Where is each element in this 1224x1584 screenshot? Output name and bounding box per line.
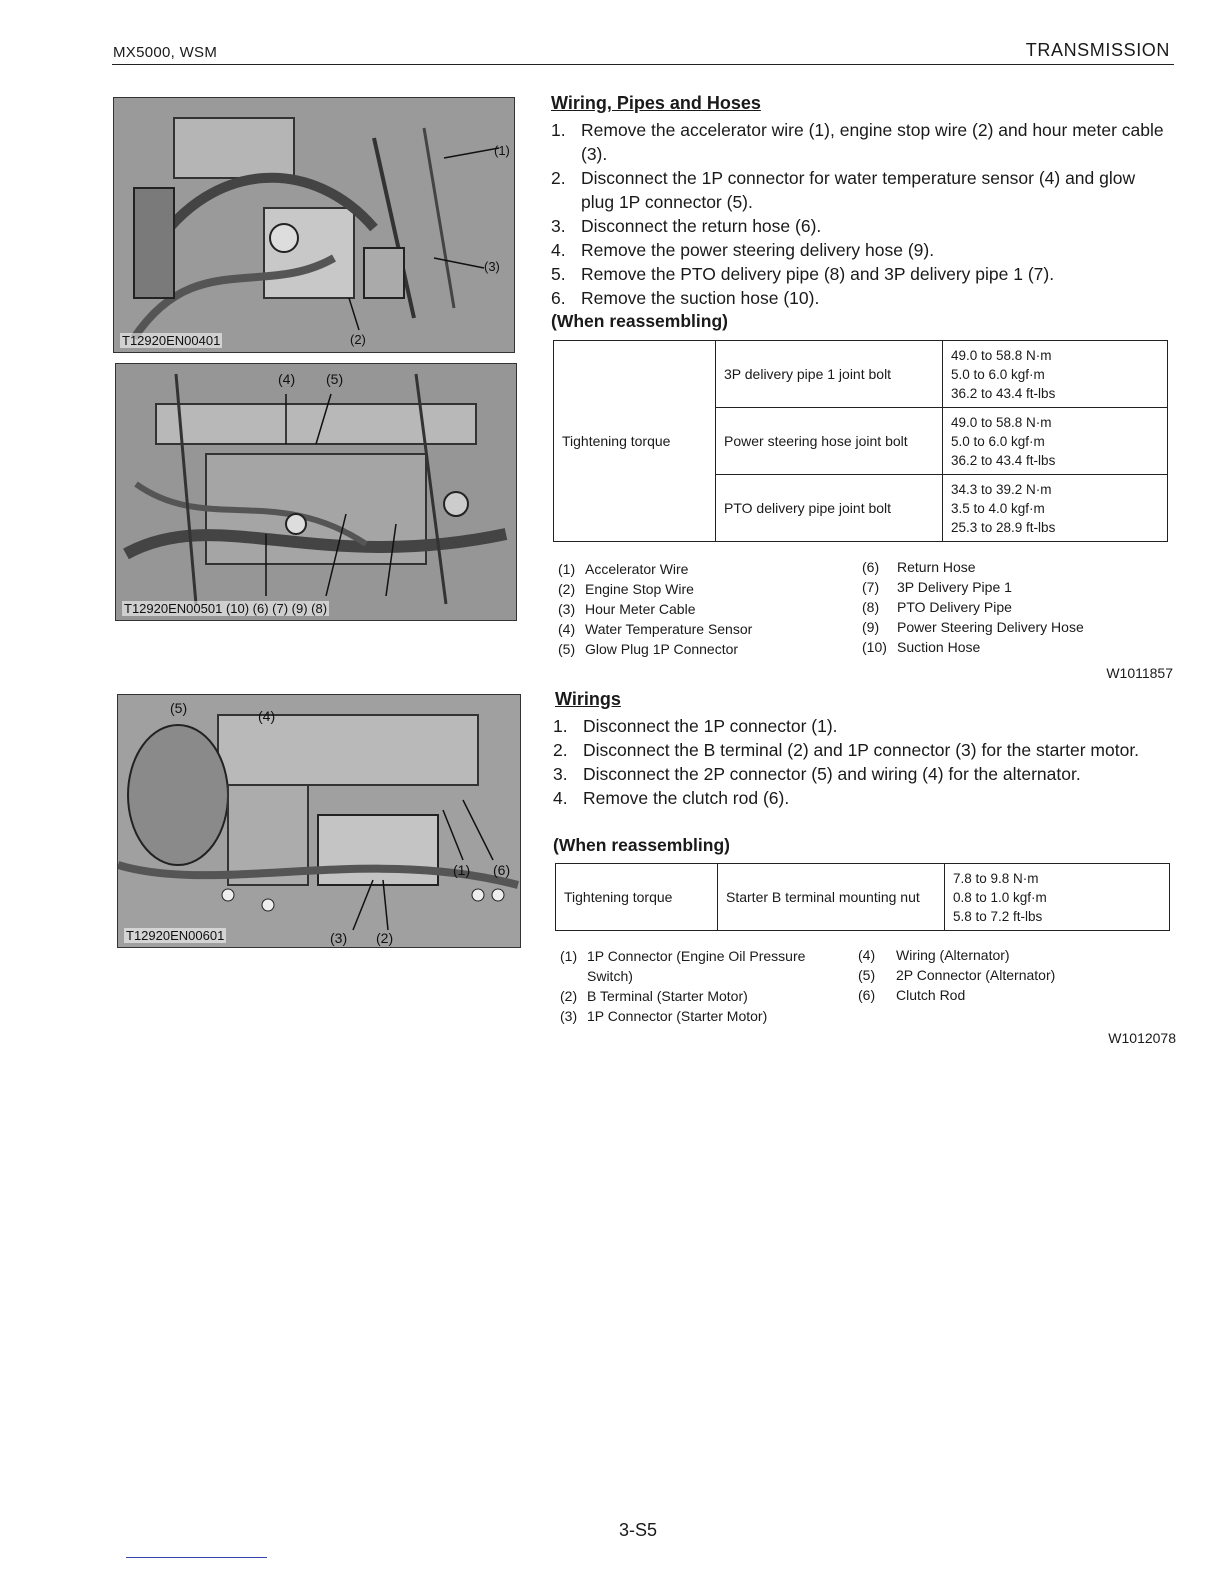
engine-photo-3-image xyxy=(118,695,520,947)
section1-code: W1011857 xyxy=(1106,665,1173,681)
section2-torque-table xyxy=(555,863,1170,931)
photo3-callout-2: (2) xyxy=(376,930,394,946)
legend-item: (3) 1P Connector (Starter Motor) xyxy=(560,1008,768,1024)
section1-reassembly-heading: (When reassembling) xyxy=(551,311,728,331)
section1-legend-left xyxy=(558,559,752,659)
photo3-callout-1: (1) xyxy=(453,862,471,878)
torque-value-cell: 34.3 to 39.2 N·m 3.5 to 4.0 kgf·m 25.3 to 28.9 ft-lbs xyxy=(943,475,1168,542)
torque-value-cell: 49.0 to 58.8 N·m 5.0 to 6.0 kgf·m 36.2 to 43.4 ft-lbs xyxy=(943,408,1168,475)
section1-step-3: 3. Disconnect the return hose (6). xyxy=(551,216,822,236)
photo3-callout-4: (4) xyxy=(258,708,276,724)
photo-2-caption xyxy=(122,601,329,616)
engine-photo-2-image xyxy=(116,364,516,620)
section1-legend-right xyxy=(862,557,1084,657)
torque-item-cell: 3P delivery pipe 1 joint bolt xyxy=(716,341,943,408)
section1-torque-table xyxy=(553,340,1168,542)
torque-value-cell: 49.0 to 58.8 N·m 5.0 to 6.0 kgf·m 36.2 to 43.4 ft-lbs xyxy=(943,341,1168,408)
section1-title: Wiring, Pipes and Hoses xyxy=(551,93,761,113)
torque-row xyxy=(554,341,1168,408)
section2-code: W1012078 xyxy=(1108,1030,1176,1046)
legend-item: (5) 2P Connector (Alternator) xyxy=(858,967,1056,983)
section2-title: Wirings xyxy=(555,689,621,709)
legend-item: (2) Engine Stop Wire xyxy=(558,581,694,597)
engine-photo-3 xyxy=(117,694,521,948)
photo3-callout-3: (3) xyxy=(330,930,348,946)
section2-step-1: 1. Disconnect the 1P connector (1). xyxy=(553,716,838,736)
torque-value-cell: 7.8 to 9.8 N·m 0.8 to 1.0 kgf·m 5.8 to 7.2 ft-lbs xyxy=(945,864,1170,931)
section2-legend-left xyxy=(560,946,850,1026)
section1-step-5: 5. Remove the PTO delivery pipe (8) and 3P delivery pipe 1 (7). xyxy=(551,264,1055,284)
torque-row xyxy=(556,864,1170,931)
section2-reassembly-heading: (When reassembling) xyxy=(553,835,730,855)
section2-step-4: 4. Remove the clutch rod (6). xyxy=(553,788,790,808)
photo3-callout-6: (6) xyxy=(493,862,511,878)
section1-step-1: 1. Remove the accelerator wire (1), engine stop wire (2) and hour meter cable (3). xyxy=(551,120,1164,164)
engine-photo-1 xyxy=(113,97,515,353)
torque-label-cell: Tightening torque xyxy=(556,864,718,931)
photo1-callout-1: (1) xyxy=(494,143,510,158)
section1-step-4: 4. Remove the power steering delivery hose (9). xyxy=(551,240,935,260)
photo-2-callouts: (10) (6) (7) (9) (8) xyxy=(225,601,328,616)
legend-item: (6) Clutch Rod xyxy=(858,987,966,1003)
photo1-callout-3: (3) xyxy=(484,259,500,274)
legend-item: (2) B Terminal (Starter Motor) xyxy=(560,988,748,1004)
engine-photo-1-image xyxy=(114,98,514,352)
section1-step-6: 6. Remove the suction hose (10). xyxy=(551,288,820,308)
photo-2-code: T12920EN00501 xyxy=(124,601,223,616)
torque-item-cell: PTO delivery pipe joint bolt xyxy=(716,475,943,542)
legend-item: (1) Accelerator Wire xyxy=(558,561,689,577)
footer-rule xyxy=(126,1557,267,1558)
legend-item: (5) Glow Plug 1P Connector xyxy=(558,641,739,657)
header-rule xyxy=(112,64,1174,65)
legend-item: (7) 3P Delivery Pipe 1 xyxy=(862,579,1012,595)
legend-item: (4) Water Temperature Sensor xyxy=(558,621,753,637)
section2-step-3: 3. Disconnect the 2P connector (5) and wiring (4) for the alternator. xyxy=(553,764,1081,784)
torque-item-cell: Power steering hose joint bolt xyxy=(716,408,943,475)
section2-steps xyxy=(553,714,1177,810)
photo3-callout-5: (5) xyxy=(170,700,188,716)
legend-item: (9) Power Steering Delivery Hose xyxy=(862,619,1084,635)
photo-3-caption: T12920EN00601 xyxy=(126,928,225,943)
header-left: MX5000, WSM xyxy=(113,44,218,61)
section2-legend-right xyxy=(858,945,1055,1005)
legend-item: (1) 1P Connector (Engine Oil Pressure Switch) xyxy=(560,948,806,984)
header-right: TRANSMISSION xyxy=(1025,40,1170,60)
legend-item: (10) Suction Hose xyxy=(862,639,981,655)
photo-1-caption: T12920EN00401 xyxy=(122,333,221,348)
photo2-callout-5: (5) xyxy=(326,371,344,387)
section1-step-2: 2. Disconnect the 1P connector for water temperature sensor (4) and glow plug 1P connector (5). xyxy=(551,168,1136,212)
legend-item: (8) PTO Delivery Pipe xyxy=(862,599,1012,615)
page-number: 3-S5 xyxy=(619,1520,658,1540)
section2-step-2: 2. Disconnect the B terminal (2) and 1P connector (3) for the starter motor. xyxy=(553,740,1140,760)
legend-item: (6) Return Hose xyxy=(862,559,976,575)
torque-label-cell: Tightening torque xyxy=(554,341,716,542)
legend-item: (3) Hour Meter Cable xyxy=(558,601,696,617)
photo2-callout-4: (4) xyxy=(278,371,296,387)
engine-photo-2 xyxy=(115,363,517,621)
torque-item-cell: Starter B terminal mounting nut xyxy=(718,864,945,931)
photo1-callout-2: (2) xyxy=(350,332,366,347)
legend-item: (4) Wiring (Alternator) xyxy=(858,947,1010,963)
section1-steps xyxy=(551,118,1171,310)
